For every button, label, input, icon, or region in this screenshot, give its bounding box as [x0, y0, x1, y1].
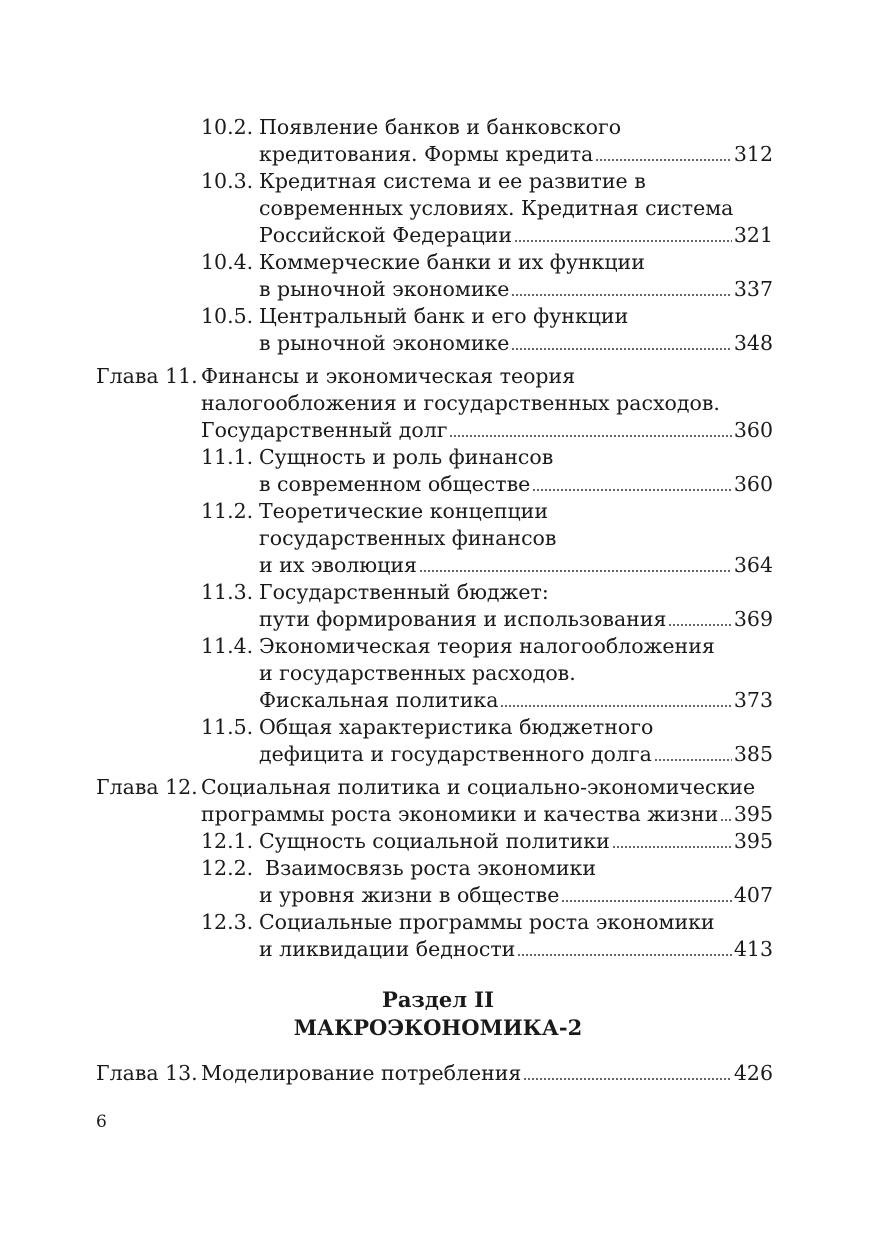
dot-leader: [612, 846, 732, 848]
entry-number: 11.1.: [201, 445, 254, 469]
page-number: 426: [733, 1061, 773, 1085]
page-number: 364: [733, 553, 773, 577]
entry-title-line: современных условиях. Кредитная система: [259, 196, 734, 220]
entry-number: 10.3.: [201, 169, 254, 193]
dot-leader: [511, 348, 731, 350]
entry-leader-line: [259, 330, 773, 357]
entry-title-line: дефицита и государственного долга: [259, 742, 652, 766]
dot-leader: [561, 900, 732, 902]
section-label: Раздел II: [382, 987, 494, 1012]
dot-leader: [654, 759, 732, 761]
entry-title-line: в рыночной экономике: [259, 277, 510, 301]
page-number: 407: [733, 883, 773, 907]
entry-leader-line: [259, 222, 773, 249]
entry-leader-line: [259, 936, 773, 963]
dot-leader: [449, 435, 731, 437]
entry-number: 11.4.: [201, 634, 254, 658]
entry-leader-line: [259, 276, 773, 303]
chapter-title-line: Социальная политика и социально-экономические: [201, 775, 756, 799]
entry-title-line: Сущность и роль финансов: [259, 445, 554, 469]
entry-number: 10.2.: [201, 115, 254, 139]
dot-leader: [514, 240, 732, 242]
entry-title-line: кредитования. Формы кредита: [259, 142, 594, 166]
dot-leader: [500, 705, 731, 707]
entry-title-line: и государственных расходов.: [259, 661, 576, 685]
entry-leader-line: [259, 828, 773, 855]
dot-leader: [720, 819, 732, 821]
entry-leader-line: [259, 141, 773, 168]
page-number: 385: [733, 742, 773, 766]
entry-title-line: Государственный бюджет:: [259, 580, 549, 604]
entry-title-line: Общая характеристика бюджетного: [259, 715, 654, 739]
entry-title-line: Фискальная политика: [259, 688, 499, 712]
page-number: 395: [733, 802, 773, 826]
entry-title-line: Социальные программы роста экономики: [259, 910, 715, 934]
dot-leader: [511, 294, 731, 296]
section-title: МАКРОЭКОНОМИКА-2: [293, 1015, 583, 1040]
page-number: 321: [733, 223, 773, 247]
page-folio: 6: [96, 1112, 107, 1132]
chapter-leader-line: [201, 1060, 773, 1087]
entry-leader-line: [259, 552, 773, 579]
entry-title-line: государственных финансов: [259, 526, 557, 550]
entry-leader-line: [259, 606, 773, 633]
entry-title-line: и их эволюция: [259, 553, 417, 577]
entry-number: 11.2.: [201, 499, 254, 523]
entry-leader-line: [259, 741, 773, 768]
entry-number: 12.3.: [201, 910, 254, 934]
page-number: 360: [733, 418, 773, 442]
chapter-title-line: программы роста экономики и качества жизни: [201, 802, 719, 826]
chapter-number: Глава 13.: [96, 1061, 198, 1085]
chapter-number: Глава 12.: [96, 775, 198, 799]
entry-number: 11.5.: [201, 715, 254, 739]
page-number: 369: [733, 607, 773, 631]
entry-title-line: пути формирования и использования: [259, 607, 667, 631]
entry-number: 10.4.: [201, 250, 254, 274]
entry-number: 10.5.: [201, 304, 254, 328]
entry-number: 12.1.: [201, 829, 254, 853]
entry-title-line: Кредитная система и ее развитие в: [259, 169, 646, 193]
dot-leader: [532, 489, 732, 491]
entry-leader-line: [259, 882, 773, 909]
entry-leader-line: [259, 687, 773, 714]
entry-number: 12.2.: [201, 856, 254, 880]
page-number: 312: [733, 142, 773, 166]
dot-leader: [595, 159, 732, 161]
chapter-number: Глава 11.: [96, 364, 198, 388]
page-number: 360: [733, 472, 773, 496]
dot-leader: [517, 954, 732, 956]
dot-leader: [419, 570, 732, 572]
entry-title-line: Сущность социальной политики: [259, 829, 610, 853]
entry-title-line: Появление банков и банковского: [259, 115, 622, 139]
entry-title-line: в рыночной экономике: [259, 331, 510, 355]
entry-leader-line: [259, 471, 773, 498]
entry-title-line: Российской Федерации: [259, 223, 512, 247]
page-number: 413: [733, 937, 773, 961]
page-number: 337: [733, 277, 773, 301]
dot-leader: [523, 1078, 732, 1080]
entry-title-line: в современном обществе: [259, 472, 531, 496]
entry-number: 11.3.: [201, 580, 254, 604]
entry-title-line: Взаимосвязь роста экономики: [265, 856, 596, 880]
page-number: 395: [733, 829, 773, 853]
entry-title-line: и уровня жизни в обществе: [259, 883, 560, 907]
chapter-title-line: налогообложения и государственных расходов.: [201, 391, 720, 415]
chapter-title-line: Моделирование потребления: [201, 1061, 522, 1085]
dot-leader: [668, 624, 731, 626]
entry-title-line: Теоретические концепции: [259, 499, 549, 523]
entry-title-line: Экономическая теория налогообложения: [259, 634, 715, 658]
chapter-title-line: Государственный долг: [201, 418, 448, 442]
page-number: 348: [733, 331, 773, 355]
chapter-leader-line: [201, 417, 773, 444]
page-number: 373: [733, 688, 773, 712]
entry-title-line: и ликвидации бедности: [259, 937, 516, 961]
chapter-leader-line: [201, 801, 773, 828]
entry-title-line: Центральный банк и его функции: [259, 304, 629, 328]
entry-title-line: Коммерческие банки и их функции: [259, 250, 645, 274]
chapter-title-line: Финансы и экономическая теория: [201, 364, 576, 388]
